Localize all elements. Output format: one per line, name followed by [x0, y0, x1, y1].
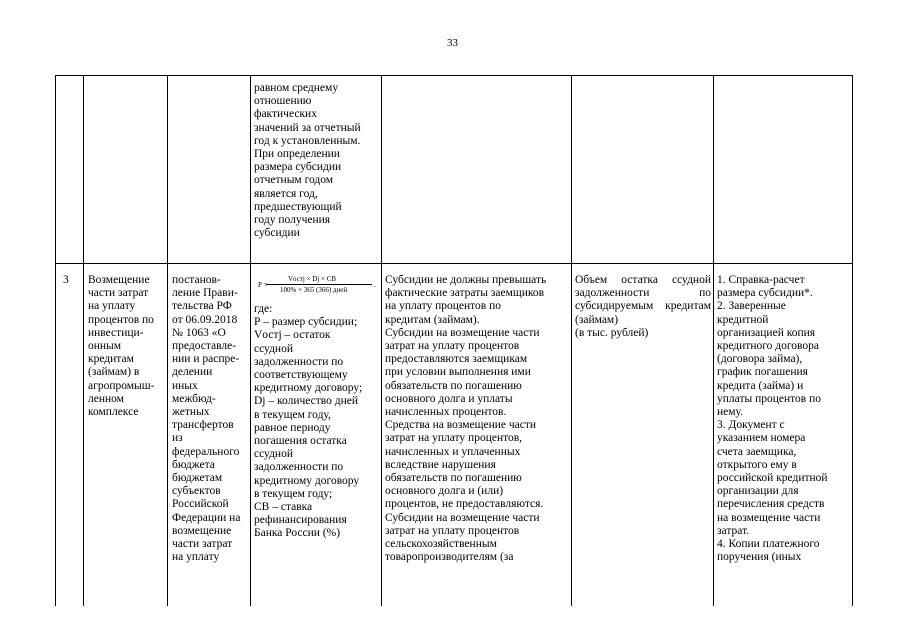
table-border-top [55, 75, 852, 76]
subsidy-name-cell: Возмещение части затрат на уплату процентов по инвестици- онным кредитам (займам) в агропромыш- ленном комплексе [88, 274, 155, 419]
formula-fraction-bar [266, 284, 372, 285]
column-divider [381, 75, 382, 606]
column-divider [83, 75, 84, 606]
page-number: 33 [447, 37, 458, 49]
row-divider [55, 263, 852, 264]
indicator-cell [575, 274, 711, 340]
formula-denominator: 100% × 365 (366) дней [280, 286, 348, 294]
table-border-left [55, 75, 56, 606]
row-number: 3 [63, 274, 69, 286]
table-border-right [852, 75, 853, 606]
column-divider [713, 75, 714, 606]
continuation-cell-formula-text: равном среднему отношению фактических значений за отчетный год к установленным. При определении размера субсидии отчетным годом является год, предшествующий году получения субсидии [254, 82, 361, 240]
indicator-text: Объем остатка ссудной задолженности по субсидируемым кредитам (займам) (в тыс. рублей) [575, 274, 711, 339]
formula-end: . [374, 281, 376, 289]
conditions-cell: Субсидии не должны превышать фактические затраты заемщиков на уплату процентов по кредитам (займам). Субсидии на возмещение части затрат на уплату процентов предоставляются заемщикам при условии выполнения ими обязательств по погашению основного долга и уплаты начисленных процентов. Средства на возмещение части затрат на уплату процентов, начисленных и уплаченных вследствие нарушения обязательств по погашению основного долга и (или) процентов, не предоставляются. Субсидии на возмещение части затрат на уплату процентов сельскохозяйственным товаропроизводителям (за [385, 274, 547, 564]
column-divider [250, 75, 251, 606]
legal-basis-cell: постанов- ление Прави- тельства РФ от 06.09.2018 № 1063 «О предоставле- нии и распре- делении иных межбюд- жетных трансфертов из федерального бюджета бюджетам субъектов Российской Федерации на возмещение части затрат на уплату [172, 274, 241, 564]
formula-lhs: P = [258, 281, 268, 289]
formula-numerator: Vостj × Dj × СВ [288, 275, 337, 283]
column-divider [167, 75, 168, 606]
documents-cell: 1. Справка-расчет размера субсидии*. 2. Заверенные кредитной организацией копия кредитного договора (договора займа), график погашения кредита (займа) и уплаты процентов по нему. 3. Документ с указанием номера счета заемщика, открытого ему в российской кредитной организации для перечисления средств на возмещение части затрат. 4. Копии платежного поручения (иных [717, 274, 828, 564]
subsidy-formula [254, 273, 380, 299]
formula-description-cell: где: Р – размер субсидии; Vостj – остаток ссудной задолженности по соответствующему кредитному договору; Dj – количество дней в текущем году, равное периоду погашения остатка ссудной задолженности по кредитному договору в текущем году; СВ – ставка рефинансирования Банка России (%) [254, 303, 363, 540]
subsidy-table [55, 75, 852, 606]
column-divider [571, 75, 572, 606]
